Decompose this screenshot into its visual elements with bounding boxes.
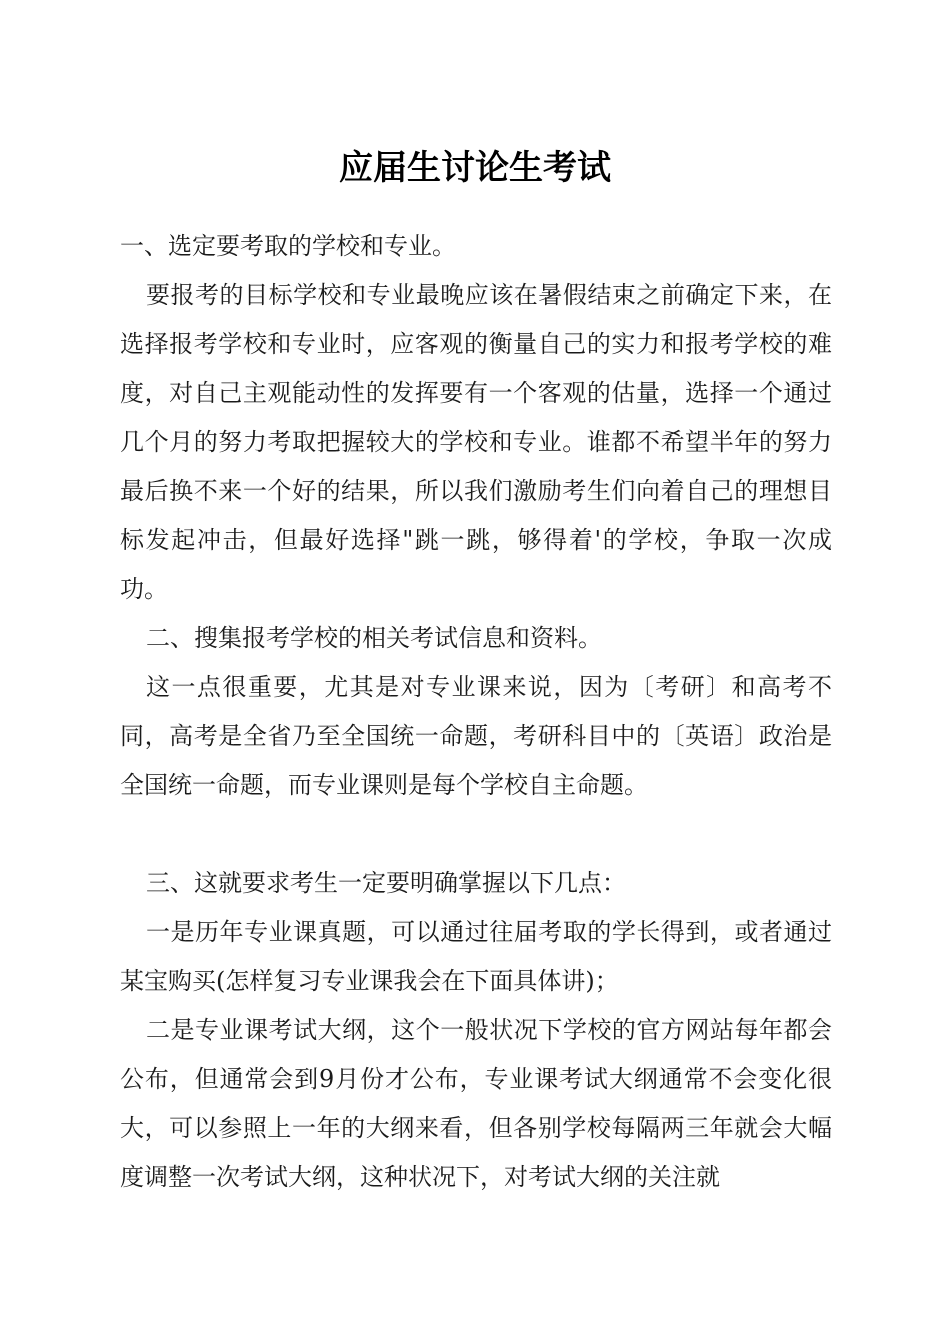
paragraph: 二是专业课考试大纲，这个一般状况下学校的官方网站每年都会公布，但通常会到9月份才公布，专业课考试大纲通常不会变化很大，可以参照上一年的大纲来看，但各别学校每隔两三年就会大幅度调整一次考试大纲，这种状况下，对考试大纲的关注就	[120, 1016, 832, 1191]
section-heading-2: 二、搜集报考学校的相关考试信息和资料。	[146, 624, 602, 652]
paragraph: 一是历年专业课真题，可以通过往届考取的学长得到，或者通过某宝购买(怎样复习专业课我会在下面具体讲)；	[120, 918, 832, 995]
section-heading-1: 一、选定要考取的学校和专业。	[120, 232, 456, 260]
document-title: 应届生讨论生考试	[339, 148, 611, 188]
section-heading-3: 三、这就要求考生一定要明确掌握以下几点：	[146, 869, 626, 897]
paragraph: 这一点很重要，尤其是对专业课来说，因为〔考研〕和高考不同，高考是全省乃至全国统一命题，考研科目中的〔英语〕政治是全国统一命题，而专业课则是每个学校自主命题。	[120, 673, 832, 799]
document-body	[120, 222, 832, 1202]
paragraph: 要报考的目标学校和专业最晚应该在暑假结束之前确定下来，在选择报考学校和专业时，应客观的衡量自己的实力和报考学校的难度，对自己主观能动性的发挥要有一个客观的估量，选择一个通过几个月的努力考取把握较大的学校和专业。谁都不希望半年的努力最后换不来一个好的结果，所以我们激励考生们向着自己的理想目标发起冲击，但最好选择"跳一跳，够得着'的学校，争取一次成功。	[120, 281, 832, 603]
blank-line	[120, 810, 832, 859]
